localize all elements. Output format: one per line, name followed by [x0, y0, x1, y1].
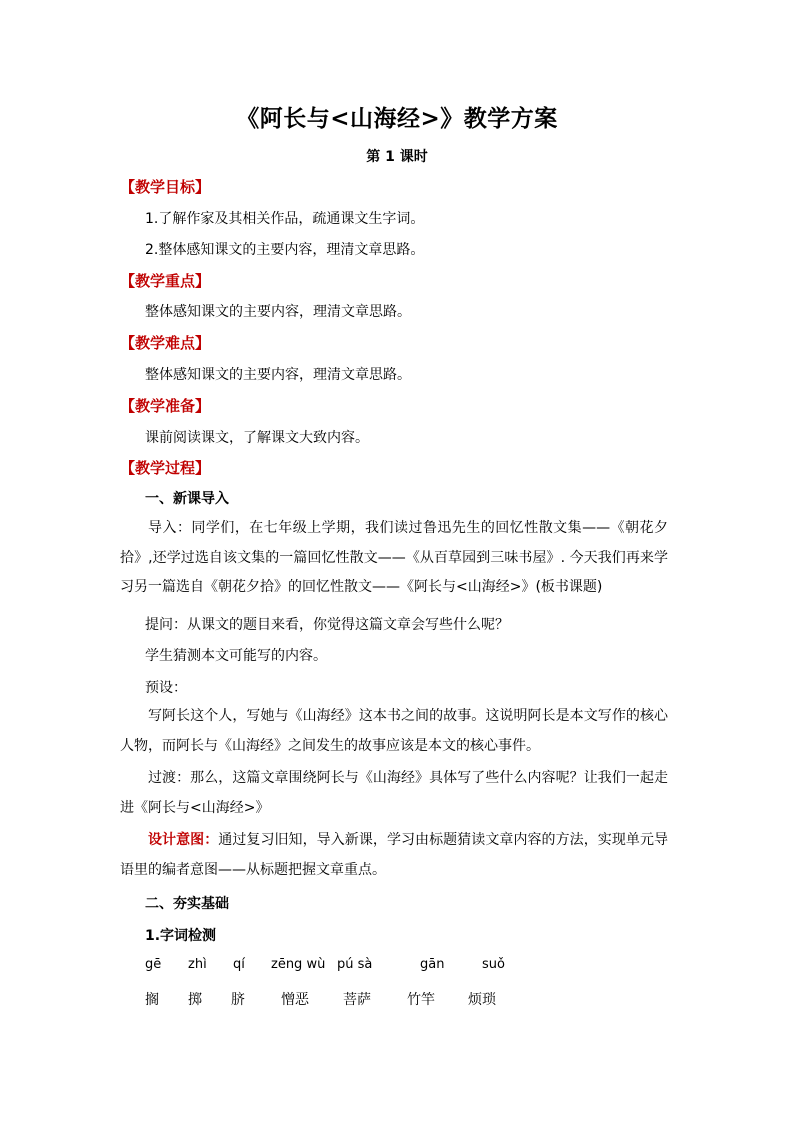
preset-label: 预设： — [145, 680, 187, 696]
intro-paragraph: 导入：同学们，在七年级上学期，我们读过鲁迅先生的回忆性散文集——《朝花夕拾》,还学过选自该文集的一篇回忆性散文——《从百草园到三味书屋》. 今天我们再来学习另一篇选自《朝花夕拾》的回忆性散文——《阿长与<山海经>》(板书课题) — [120, 520, 668, 595]
vocab-heading: 1.字词检测 — [145, 928, 217, 944]
pinyin-item: zēng wù — [271, 957, 326, 972]
key-text: 整体感知课文的主要内容，理清文章思路。 — [145, 304, 411, 320]
goal-item-2: 2.整体感知课文的主要内容，理清文章思路。 — [145, 242, 425, 258]
transition-paragraph: 过渡：那么，这篇文章围绕阿长与《山海经》具体写了些什么内容呢？让我们一起走进《阿长与<山海经>》 — [120, 770, 668, 816]
pinyin-item: suǒ — [482, 957, 505, 972]
word-item: 菩萨 — [343, 992, 371, 1008]
design-intent-label: 设计意图： — [148, 832, 219, 848]
lesson-subtitle: 第 1 课时 — [366, 149, 428, 165]
word-item: 脐 — [231, 992, 245, 1008]
pinyin-item: zhì — [188, 957, 207, 972]
section-heading-key: 【教学重点】 — [120, 272, 211, 290]
design-intent-text: 通过复习旧知，导入新课，学习由标题猜读文章内容的方法，实现单元导语里的编者意图——从标题把握文章重点。 — [120, 832, 669, 878]
pinyin-item: pú sà — [337, 957, 373, 972]
step-heading-foundation: 二、夯实基础 — [145, 896, 229, 912]
section-heading-difficulty: 【教学难点】 — [120, 334, 211, 352]
prep-text: 课前阅读课文，了解课文大致内容。 — [145, 430, 369, 446]
preset-paragraph: 写阿长这个人，写她与《山海经》这本书之间的故事。这说明阿长是本文写作的核心人物，而阿长与《山海经》之间发生的故事应该是本文的核心事件。 — [120, 708, 668, 754]
section-heading-process: 【教学过程】 — [120, 459, 211, 477]
goal-item-1: 1.了解作家及其相关作品，疏通课文生字词。 — [145, 211, 425, 227]
design-intent-paragraph — [120, 826, 668, 885]
question-text: 提问：从课文的题目来看，你觉得这篇文章会写些什么呢？ — [145, 617, 509, 633]
word-item: 憎恶 — [281, 992, 309, 1008]
document-title: 《阿长与<山海经>》教学方案 — [236, 105, 558, 132]
guess-text: 学生猜测本文可能写的内容。 — [145, 648, 327, 664]
word-item: 搁 — [145, 992, 159, 1008]
pinyin-item: gān — [420, 957, 445, 972]
word-item: 掷 — [188, 992, 202, 1008]
step-heading-intro: 一、新课导入 — [145, 491, 229, 507]
difficulty-text: 整体感知课文的主要内容，理清文章思路。 — [145, 367, 411, 383]
section-heading-prep: 【教学准备】 — [120, 397, 211, 415]
pinyin-item: gē — [145, 957, 162, 972]
word-item: 烦琐 — [468, 992, 496, 1008]
pinyin-item: qí — [233, 957, 245, 972]
section-heading-goals: 【教学目标】 — [120, 178, 211, 196]
word-item: 竹竿 — [407, 992, 435, 1008]
